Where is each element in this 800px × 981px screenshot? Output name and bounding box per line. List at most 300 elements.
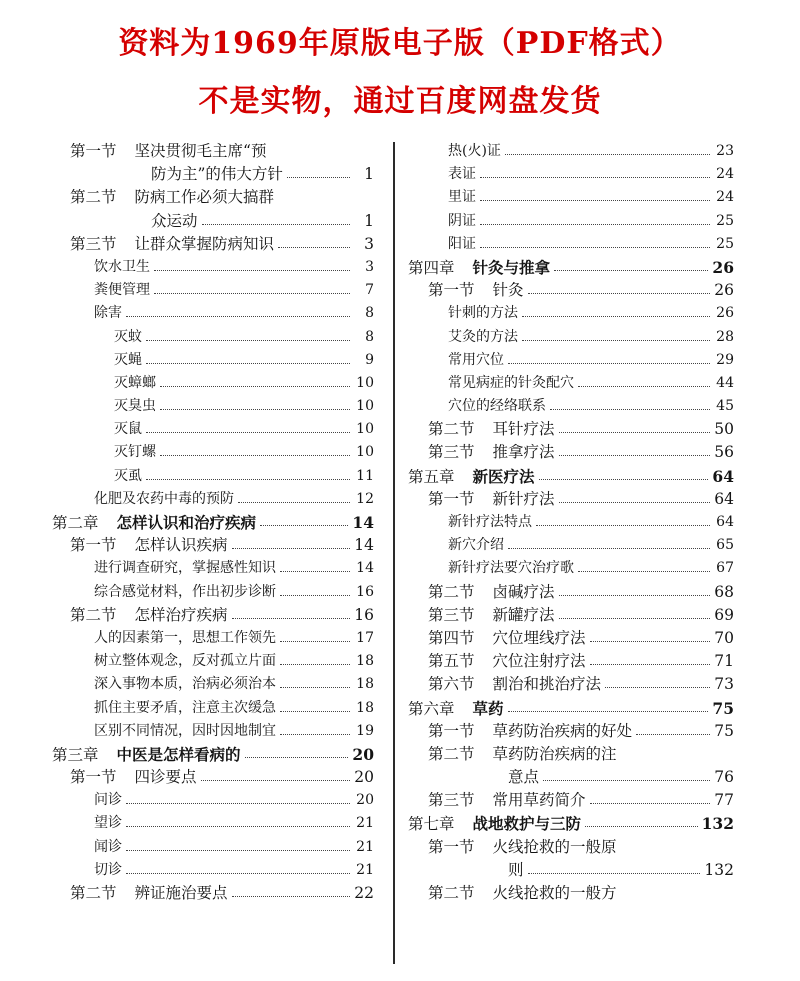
toc-entry-text: 火线抢救的一般方 xyxy=(492,884,617,902)
toc-entry xyxy=(52,627,374,650)
toc-entry-text: 区别不同情况，因时因地制宜 xyxy=(94,722,276,739)
toc-entry-label: 第一节 xyxy=(70,536,117,555)
toc-entry-text: 怎样认识疾病 xyxy=(134,536,228,555)
toc-entry-title xyxy=(428,882,617,905)
toc-entry xyxy=(52,743,374,766)
toc-leader-dots xyxy=(126,859,350,874)
toc-entry-text: 则 xyxy=(508,860,524,879)
toc-entry xyxy=(408,812,734,835)
toc-entry-text: 闻诊 xyxy=(94,838,122,855)
toc-entry-text: 望诊 xyxy=(94,815,122,832)
toc-entry-text: 新穴介绍 xyxy=(448,537,504,554)
toc-entry-text: 除害 xyxy=(94,305,122,322)
toc-entry-label: 第三章 xyxy=(52,745,99,764)
toc-leader-dots xyxy=(578,557,710,572)
toc-entry-text: 树立整体观念，反对孤立片面 xyxy=(94,653,276,670)
toc-entry-text: 耳针疗法 xyxy=(492,420,555,439)
toc-entry-title xyxy=(94,697,276,720)
toc-entry-text: 切诊 xyxy=(94,861,122,878)
toc-entry-title xyxy=(94,302,122,325)
toc-leader-dots xyxy=(287,163,350,178)
toc-entry xyxy=(52,256,374,279)
toc-entry-text: 灭钉螺 xyxy=(114,444,156,461)
toc-entry-label: 第三节 xyxy=(70,234,117,253)
toc-leader-dots xyxy=(508,349,710,364)
toc-entry-page: 73 xyxy=(711,673,734,696)
toc-leader-dots xyxy=(160,441,350,456)
toc-entry-label: 第一节 xyxy=(428,281,475,300)
toc-entry-title xyxy=(94,673,276,696)
toc-entry-title xyxy=(428,279,524,302)
toc-entry-page: 16 xyxy=(351,604,374,627)
toc-entry-title xyxy=(151,163,283,186)
toc-entry xyxy=(52,186,374,209)
toc-entry xyxy=(408,743,734,766)
toc-entry xyxy=(52,673,374,696)
toc-entry-text: 意点 xyxy=(508,768,540,787)
toc-entry xyxy=(408,302,734,325)
toc-entry xyxy=(408,511,734,534)
toc-entry-title xyxy=(448,534,504,557)
toc-entry-text: 新针疗法特点 xyxy=(448,514,532,530)
toc-entry-label: 第一节 xyxy=(70,142,117,160)
toc-leader-dots xyxy=(146,349,350,364)
toc-entry-page: 8 xyxy=(362,302,374,325)
toc-leader-dots xyxy=(146,465,350,480)
toc-entry-title xyxy=(94,279,150,302)
toc-leader-dots xyxy=(528,859,710,874)
toc-leader-dots xyxy=(522,326,710,341)
toc-entry-label: 第三节 xyxy=(428,443,475,462)
toc-entry xyxy=(52,418,374,441)
toc-entry xyxy=(52,349,374,372)
toc-leader-dots xyxy=(578,372,710,387)
toc-entry-page: 12 xyxy=(353,488,374,511)
toc-entry-title xyxy=(508,766,539,789)
toc-entry-title xyxy=(70,766,197,789)
toc-entry-page: 75 xyxy=(709,697,734,720)
toc-entry-title xyxy=(408,812,581,836)
toc-entry-text: 防病工作必须大搞群 xyxy=(134,188,275,207)
toc-entry-text: 化肥及农药中毒的预防 xyxy=(94,490,234,507)
toc-leader-dots xyxy=(528,279,710,294)
toc-entry-page: 64 xyxy=(713,511,734,534)
toc-leader-dots xyxy=(202,210,350,225)
toc-entry-text: 草药防治疾病的好处 xyxy=(492,721,633,740)
toc-entry xyxy=(408,349,734,372)
toc-entry xyxy=(52,650,374,673)
toc-entry-title xyxy=(94,789,122,812)
toc-entry-text: 穴位埋线疗法 xyxy=(492,628,586,647)
toc-entry-title xyxy=(428,604,555,627)
toc-leader-dots xyxy=(505,140,710,155)
toc-leader-dots xyxy=(260,511,350,526)
toc-entry-text: 战地救护与三防 xyxy=(472,814,582,834)
toc-entry xyxy=(408,418,734,441)
toc-entry xyxy=(408,256,734,279)
toc-leader-dots xyxy=(543,766,710,781)
toc-entry-label: 第一节 xyxy=(428,489,475,508)
toc-entry-text: 坚决贯彻毛主席“预 xyxy=(134,142,267,160)
toc-entry-title xyxy=(428,743,617,766)
toc-entry xyxy=(52,812,374,835)
toc-entry xyxy=(408,766,734,789)
toc-entry-title xyxy=(448,302,518,325)
toc-entry-label: 第二节 xyxy=(428,884,475,902)
toc-entry-title xyxy=(114,349,142,372)
toc-entry-page: 17 xyxy=(353,627,374,650)
toc-entry-text: 表证 xyxy=(448,166,476,183)
toc-entry-page: 44 xyxy=(713,372,734,395)
toc-entry-text: 针刺的方法 xyxy=(448,305,518,322)
toc-entry-text: 综合感觉材料，作出初步诊断 xyxy=(94,583,276,600)
toc-entry-text: 灭蟑螂 xyxy=(114,374,156,391)
toc-entry xyxy=(52,511,374,534)
toc-entry-page: 24 xyxy=(713,163,734,186)
toc-entry-page: 24 xyxy=(713,186,734,209)
toc-entry-page: 64 xyxy=(709,465,734,488)
toc-entry-title xyxy=(408,465,535,489)
toc-entry xyxy=(52,441,374,464)
toc-entry xyxy=(408,650,734,673)
toc-entry-text: 灭鼠 xyxy=(114,421,142,438)
toc-entry xyxy=(408,279,734,302)
toc-entry xyxy=(52,326,374,349)
toc-entry-page: 20 xyxy=(353,789,374,812)
toc-entry-page: 18 xyxy=(353,697,374,720)
toc-entry-title xyxy=(70,186,274,209)
toc-leader-dots xyxy=(232,604,350,619)
toc-entry-text: 问诊 xyxy=(94,792,122,809)
toc-entry-page: 132 xyxy=(701,859,734,882)
toc-entry-text: 针灸与推拿 xyxy=(472,257,551,277)
toc-entry-page: 56 xyxy=(711,441,734,464)
toc-entry-text: 穴位注射疗法 xyxy=(492,652,586,671)
toc-leader-dots xyxy=(559,604,710,619)
toc-entry-text: 众运动 xyxy=(151,211,198,230)
toc-entry-title xyxy=(448,372,574,395)
toc-entry-title xyxy=(448,557,574,580)
toc-entry-text: 草药 xyxy=(472,698,504,718)
toc-leader-dots xyxy=(559,418,710,433)
toc-entry xyxy=(408,372,734,395)
toc-entry xyxy=(52,302,374,325)
toc-leader-dots xyxy=(280,673,350,688)
toc-entry-text: 草药防治疾病的注 xyxy=(492,744,617,763)
toc-entry-text: 新针疗法要穴治疗歌 xyxy=(448,560,574,577)
toc-entry xyxy=(408,673,734,696)
column-divider xyxy=(393,142,395,964)
toc-entry xyxy=(52,836,374,859)
toc-leader-dots xyxy=(280,627,350,642)
toc-leader-dots xyxy=(605,673,710,688)
toc-leader-dots xyxy=(280,720,350,735)
toc-entry-text: 割治和挑治疗法 xyxy=(492,675,602,694)
toc-entry xyxy=(52,766,374,789)
toc-entry-page: 10 xyxy=(353,395,374,418)
toc-entry-title xyxy=(428,650,586,673)
toc-entry xyxy=(52,882,374,905)
toc-entry-title xyxy=(94,581,276,604)
toc-entry xyxy=(52,534,374,557)
toc-leader-dots xyxy=(280,697,350,712)
toc-entry-page: 29 xyxy=(713,349,734,372)
toc-leader-dots xyxy=(636,720,710,735)
toc-right-column xyxy=(408,140,734,905)
toc-entry xyxy=(52,163,374,186)
toc-entry-text: 让群众掌握防病知识 xyxy=(134,234,275,253)
toc-entry-page: 16 xyxy=(353,581,374,604)
toc-entry-page: 20 xyxy=(349,743,374,766)
toc-entry-text: 饮水卫生 xyxy=(94,258,150,275)
toc-entry-page: 18 xyxy=(353,673,374,696)
toc-entry-text: 怎样治疗疾病 xyxy=(134,605,228,624)
toc-entry-page: 8 xyxy=(362,326,374,349)
toc-entry-title xyxy=(114,441,156,464)
toc-entry xyxy=(52,210,374,233)
toc-entry-text: 灭蝇 xyxy=(114,351,142,368)
toc-entry xyxy=(52,395,374,418)
toc-entry-page: 10 xyxy=(353,441,374,464)
toc-entry-title xyxy=(448,233,476,256)
toc-entry-title xyxy=(94,256,150,279)
toc-entry-text: 卤碱疗法 xyxy=(492,582,555,601)
toc-entry-text: 阳证 xyxy=(448,235,476,252)
toc-entry-title xyxy=(52,743,241,767)
toc-entry-label: 第二节 xyxy=(428,744,475,763)
toc-entry-label: 第四节 xyxy=(428,628,475,647)
toc-entry xyxy=(408,604,734,627)
toc-entry-page: 14 xyxy=(353,557,374,580)
toc-entry-label: 第二节 xyxy=(70,884,117,902)
toc-entry-text: 穴位的经络联系 xyxy=(448,398,546,415)
toc-leader-dots xyxy=(539,465,710,480)
toc-entry-title xyxy=(428,720,632,743)
toc-entry-title xyxy=(428,581,555,604)
toc-entry xyxy=(52,604,374,627)
toc-entry-title xyxy=(94,720,276,743)
toc-entry-title xyxy=(448,511,532,534)
toc-entry-page: 50 xyxy=(711,418,734,441)
toc-entry-page: 10 xyxy=(353,372,374,395)
toc-entry-page: 22 xyxy=(351,882,374,905)
toc-entry-page: 11 xyxy=(353,465,374,488)
toc-entry-title xyxy=(428,488,555,511)
toc-entry-title xyxy=(114,326,142,349)
toc-entry-page: 25 xyxy=(713,233,734,256)
toc-leader-dots xyxy=(280,581,350,596)
toc-leader-dots xyxy=(508,534,710,549)
toc-entry-text: 四诊要点 xyxy=(134,768,197,787)
toc-entry-title xyxy=(114,395,156,418)
toc-entry-text: 热(火)证 xyxy=(448,143,501,159)
toc-entry-label: 第三节 xyxy=(428,605,475,624)
toc-leader-dots xyxy=(280,557,350,572)
toc-entry-title xyxy=(114,465,142,488)
toc-entry-text: 抓住主要矛盾，注意主次缓急 xyxy=(94,699,276,716)
toc-entry-page: 19 xyxy=(353,720,374,743)
toc-leader-dots xyxy=(590,650,710,665)
toc-leader-dots xyxy=(480,163,710,178)
toc-leader-dots xyxy=(585,812,710,827)
toc-entry-title xyxy=(448,140,501,163)
toc-entry-title xyxy=(114,372,156,395)
toc-entry-label: 第三节 xyxy=(428,791,475,810)
toc-entry xyxy=(52,233,374,256)
toc-leader-dots xyxy=(146,326,350,341)
toc-entry xyxy=(408,326,734,349)
toc-entry-text: 人的因素第一，思想工作领先 xyxy=(94,629,276,646)
toc-entry-page: 71 xyxy=(711,650,734,673)
toc-entry xyxy=(52,789,374,812)
toc-entry-title xyxy=(428,836,617,859)
toc-entry-label: 第一节 xyxy=(70,768,117,787)
toc-leader-dots xyxy=(550,395,710,410)
toc-entry-label: 第六节 xyxy=(428,675,475,694)
toc-leader-dots xyxy=(278,233,350,248)
toc-leader-dots xyxy=(590,789,710,804)
toc-entry-page: 7 xyxy=(362,279,374,302)
toc-leader-dots xyxy=(480,210,710,225)
toc-entry xyxy=(52,720,374,743)
toc-entry-page: 14 xyxy=(351,534,374,557)
toc-entry-title xyxy=(94,627,276,650)
toc-entry-page: 28 xyxy=(713,326,734,349)
toc-entry xyxy=(52,697,374,720)
toc-entry-text: 常用草药简介 xyxy=(492,791,586,810)
toc-entry xyxy=(408,140,734,163)
toc-entry-text: 中医是怎样看病的 xyxy=(116,744,241,764)
toc-leader-dots xyxy=(232,882,350,897)
toc-leader-dots xyxy=(160,372,350,387)
toc-entry xyxy=(408,859,734,882)
toc-entry-label: 第四章 xyxy=(408,258,455,277)
toc-entry-label: 第一节 xyxy=(428,837,475,856)
toc-entry-title xyxy=(428,627,586,650)
toc-entry xyxy=(408,557,734,580)
toc-entry-title xyxy=(448,186,476,209)
toc-entry xyxy=(408,534,734,557)
toc-leader-dots xyxy=(536,511,710,526)
toc-entry-page: 21 xyxy=(353,836,374,859)
toc-leader-dots xyxy=(154,279,350,294)
toc-entry-label: 第二节 xyxy=(428,420,475,439)
toc-leader-dots xyxy=(559,441,710,456)
toc-entry-title xyxy=(428,441,555,464)
toc-entry-label: 第七章 xyxy=(408,815,455,834)
toc-entry-title xyxy=(448,349,504,372)
toc-entry-page: 21 xyxy=(353,859,374,882)
toc-leader-dots xyxy=(245,743,350,758)
toc-entry-label: 第一节 xyxy=(428,721,475,740)
toc-entry-page: 26 xyxy=(709,256,734,279)
toc-entry-text: 辨证施治要点 xyxy=(134,884,228,902)
toc-entry-label: 第二节 xyxy=(70,605,117,624)
toc-leader-dots xyxy=(126,812,350,827)
toc-entry xyxy=(408,581,734,604)
toc-entry-page: 20 xyxy=(351,766,374,789)
toc-leader-dots xyxy=(480,186,710,201)
toc-entry-title xyxy=(94,650,276,673)
toc-leader-dots xyxy=(126,789,350,804)
toc-entry xyxy=(408,465,734,488)
toc-entry-page: 75 xyxy=(711,720,734,743)
toc-entry-page: 3 xyxy=(362,256,374,279)
toc-entry xyxy=(408,836,734,859)
toc-leader-dots xyxy=(160,395,350,410)
toc-entry-text: 粪便管理 xyxy=(94,282,150,299)
toc-entry-page: 132 xyxy=(699,812,734,835)
toc-entry-title xyxy=(94,557,276,580)
toc-entry-page: 64 xyxy=(711,488,734,511)
toc-entry-page: 76 xyxy=(711,766,734,789)
toc-entry-title xyxy=(428,418,555,441)
toc-entry-label: 第二节 xyxy=(70,188,117,207)
toc-entry-label: 第二章 xyxy=(52,514,99,532)
toc-entry xyxy=(408,186,734,209)
toc-entry-page: 70 xyxy=(711,627,734,650)
toc-entry-page: 21 xyxy=(353,812,374,835)
toc-entry-label: 第六章 xyxy=(408,699,455,718)
toc-entry xyxy=(408,789,734,812)
toc-entry-title xyxy=(448,326,518,349)
toc-entry xyxy=(52,859,374,882)
toc-entry-text: 常用穴位 xyxy=(448,351,504,368)
toc-entry-text: 新医疗法 xyxy=(472,466,535,486)
toc-entry xyxy=(52,279,374,302)
toc-entry-title xyxy=(448,210,476,233)
toc-leader-dots xyxy=(146,418,350,433)
toc-entry-text: 灭蚊 xyxy=(114,328,142,345)
toc-leader-dots xyxy=(480,233,710,248)
toc-leader-dots xyxy=(238,488,350,503)
toc-entry-title xyxy=(70,604,228,627)
toc-entry xyxy=(52,140,374,163)
toc-entry-page: 26 xyxy=(711,279,734,302)
toc-entry-title xyxy=(94,859,122,882)
banner-line-2: 不是实物，通过百度网盘发货 xyxy=(198,84,602,119)
toc-entry-title xyxy=(70,140,266,163)
toc-entry xyxy=(408,627,734,650)
toc-entry-page: 1 xyxy=(361,210,374,233)
toc-entry-text: 深入事物本质，治病必须治本 xyxy=(94,676,276,693)
toc-leader-dots xyxy=(201,766,350,781)
toc-entry-page: 68 xyxy=(711,581,734,604)
toc-entry xyxy=(408,488,734,511)
toc-entry xyxy=(52,372,374,395)
banner-line-1: 资料为1969年原版电子版（PDF格式） xyxy=(118,26,682,61)
toc-entry-text: 里证 xyxy=(448,189,476,206)
toc-entry-title xyxy=(428,789,586,812)
toc-entry xyxy=(52,465,374,488)
toc-entry-title xyxy=(151,210,198,233)
toc-entry-page: 9 xyxy=(362,349,374,372)
toc-entry-title xyxy=(448,395,546,418)
toc-entry-text: 火线抢救的一般原 xyxy=(492,837,617,856)
toc-entry-text: 防为主”的伟大方针 xyxy=(151,165,283,184)
toc-leader-dots xyxy=(154,256,350,271)
toc-entry xyxy=(52,557,374,580)
toc-entry-page: 18 xyxy=(353,650,374,673)
toc-leader-dots xyxy=(126,836,350,851)
toc-entry-title xyxy=(448,163,476,186)
toc-entry-text: 艾灸的方法 xyxy=(448,328,518,345)
toc-leader-dots xyxy=(554,256,710,271)
toc-entry xyxy=(52,488,374,511)
toc-entry-title xyxy=(408,697,504,721)
toc-entry-page: 1 xyxy=(361,163,374,186)
toc-entry-page: 65 xyxy=(713,534,734,557)
